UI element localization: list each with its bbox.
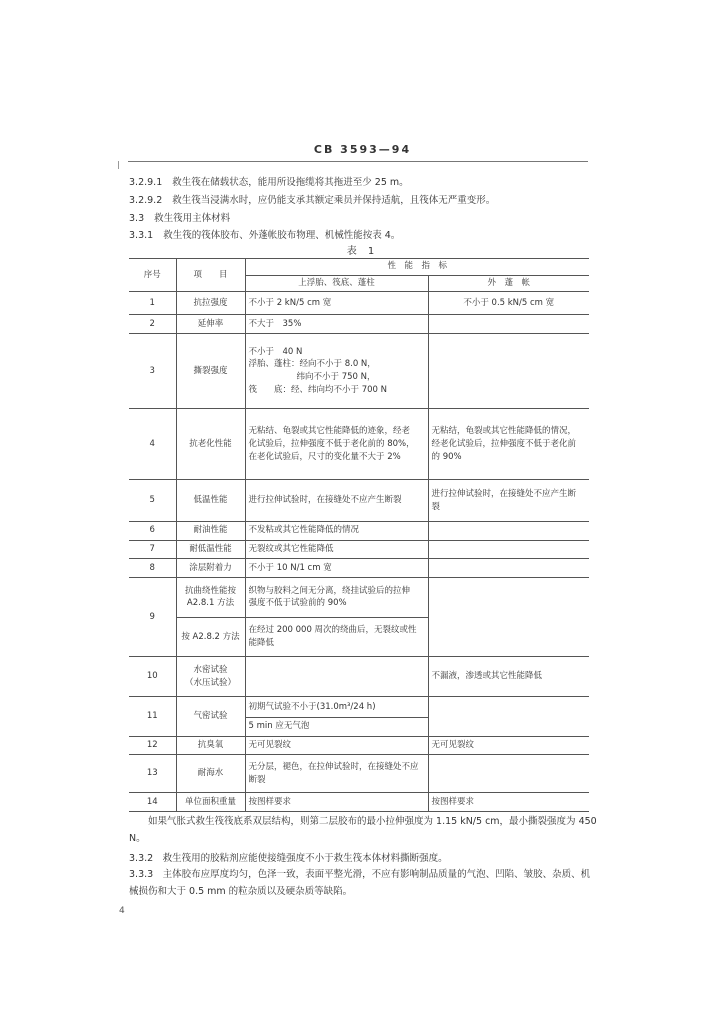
table-row: 5 低温性能 进行拉伸试验时，在接缝处不应产生断裂 进行拉伸试验时，在接缝处不应产生断 裂 — [129, 480, 589, 522]
table-row: 9 抗曲绕性能按 A2.8.1 方法 织物与胶料之间无分离，绕挂试验后的拉伸 强度不低于试验前的 90% — [129, 578, 589, 618]
table-row: 7 耐低温性能 无裂纹或其它性能降低 — [129, 540, 589, 559]
paragraph-3-3-3: 3.3.3 主体胶布应厚度均匀，色泽一致，表面平整光滑，不应有影响制品质量的气泡、凹陷、皱胶、杂质、机械损伤和大于 0.5 mm 的粒杂质以及硬杂质等缺陷。 — [129, 869, 591, 897]
table-caption: 表 1 — [346, 246, 379, 257]
table-row: 6 耐油性能 不发粘或其它性能降低的情况 — [129, 521, 589, 540]
table-row: 10 水密试验 （水压试验） 不漏液，渗透或其它性能降低 — [129, 657, 589, 697]
header-upper-tube: 上浮胎、筏底、蓬柱 — [245, 275, 428, 292]
paragraph-3-3-2: 3.3.2 救生筏用的胶粘剂应能使接缝强度不小于救生筏本体材料撕断强度。 — [129, 853, 448, 864]
header-rule — [128, 161, 588, 162]
document-header-code: CB 3593—94 — [313, 143, 412, 156]
table-row: 14 单位面积重量 按图样要求 按图样要求 — [129, 793, 589, 812]
paragraph-3-2-9-1: 3.2.9.1 救生筏在储载状态，能用所设拖缆将其拖进至少 25 m。 — [129, 177, 409, 188]
header-no: 序号 — [129, 259, 176, 292]
section-3-3-heading: 3.3 救生筏用主体材料 — [129, 213, 231, 224]
table-row: 1 抗拉强度 不小于 2 kN/5 cm 宽 不小于 0.5 kN/5 cm 宽 — [129, 292, 589, 315]
paragraph-3-2-9-2: 3.2.9.2 救生筏当浸满水时，应仍能支承其额定乘员并保持适航，且筏体无严重变形。 — [129, 195, 496, 206]
table-row: 3 撕裂强度 不小于 40 N 浮胎、蓬柱：经向不小于 8.0 N， 纬向不小于 750 N， 筏 底：经、纬向均不小于 700 N — [129, 334, 589, 409]
table-row: 12 抗臭氧 无可见裂纹 无可见裂纹 — [129, 736, 589, 755]
table-row: 11 气密试验 初期气试验不小于(31.0m³/24 h) — [129, 697, 589, 718]
header-performance: 性 能 指 标 — [245, 259, 589, 276]
table-row: 8 涂层附着力 不小于 10 N/1 cm 宽 — [129, 559, 589, 578]
page-number: 4 — [119, 906, 125, 916]
table-row: 按 A2.8.2 方法 在经过 200 000 周次的绕曲后，无裂纹或性 能降低 — [129, 617, 589, 657]
table-row: 2 延伸率 不大于 35% — [129, 315, 589, 334]
margin-tick — [118, 161, 119, 169]
header-canopy: 外 蓬 帐 — [428, 275, 589, 292]
table-row: 13 耐海水 无分层，褪色，在拉伸试验时，在接缝处不应 断裂 — [129, 755, 589, 793]
material-performance-table — [129, 258, 589, 812]
note-double-layer-floor: 如果气胀式救生筏筏底系双层结构，则第二层胶布的最小拉伸强度为 1.15 kN/5 cm，最小撕裂强度为 450 N。 — [129, 816, 597, 844]
table-row: 5 min 应无气泡 — [129, 717, 589, 736]
table-row: 4 抗老化性能 无粘结、龟裂或其它性能降低的迹象，经老 化试验后，拉伸强度不低于老化前的 80%， 在老化试验后，尺寸的变化量不大于 2% 无粘结，龟裂或其它性能降低的情况， 经老化试验后，拉伸强度不低于老化前 的 90% — [129, 409, 589, 480]
header-item: 项 目 — [176, 259, 245, 292]
paragraph-3-3-1: 3.3.1 救生筏的筏体胶布、外蓬帐胶布物理、机械性能按表 4。 — [129, 230, 401, 241]
